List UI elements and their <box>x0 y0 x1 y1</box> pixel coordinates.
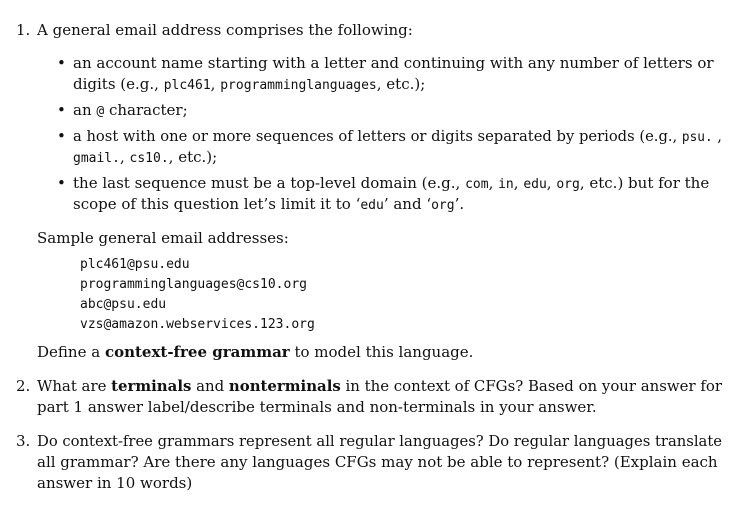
define-instruction: Define a context-free grammar to model this language. <box>37 343 474 361</box>
bullet-4-line-1: the last sequence must be a top-level domain (e.g., com, in, edu, org, etc.) but for the <box>73 174 710 192</box>
question-2-line-2: part 1 answer label/describe terminals and non-terminals in your answer. <box>37 398 597 416</box>
bullet-icon: • <box>57 101 66 119</box>
bullet-4-line-2: scope of this question let’s limit it to ‘edu’ and ‘org’. <box>73 195 465 213</box>
sample-address: programminglanguages@cs10.org <box>80 277 307 292</box>
bullet-2-line: an @ character; <box>73 101 188 119</box>
sample-address: plc461@psu.edu <box>80 257 190 272</box>
bullet-1-line-1: an account name starting with a letter and continuing with any number of letters or <box>73 54 714 72</box>
bold-term: nonterminals <box>228 377 341 395</box>
question-3-line-1: Do context-free grammars represent all regular languages? Do regular languages translate <box>37 432 723 450</box>
sample-address: abc@psu.edu <box>80 297 167 312</box>
bullet-3-line-2: gmail., cs10., etc.); <box>73 148 218 166</box>
question-2-line-1: What are terminals and nonterminals in the context of CFGs? Based on your answer for <box>37 377 723 395</box>
question-3-line-2: all grammar? Are there any languages CFGs may not be able to represent? (Explain each <box>37 453 718 471</box>
question-3-number: 3. <box>16 432 31 450</box>
question-1-intro: A general email address comprises the following: <box>37 21 413 39</box>
bullet-icon: • <box>57 127 66 145</box>
bullet-3-line-1: a host with one or more sequences of letters or digits separated by periods (e.g., psu. , <box>73 127 722 145</box>
question-3-line-3: answer in 10 words) <box>37 474 193 492</box>
question-1-number: 1. <box>16 21 31 39</box>
question-2-number: 2. <box>16 377 31 395</box>
sample-label: Sample general email addresses: <box>37 229 289 247</box>
bullet-icon: • <box>57 174 66 192</box>
bold-term: terminals <box>111 377 192 395</box>
sample-address: vzs@amazon.webservices.123.org <box>80 317 315 332</box>
bullet-icon: • <box>57 54 66 72</box>
bold-term: context-free grammar <box>104 343 290 361</box>
bullet-1-line-2: digits (e.g., plc461, programminglanguages, etc.); <box>73 75 426 93</box>
